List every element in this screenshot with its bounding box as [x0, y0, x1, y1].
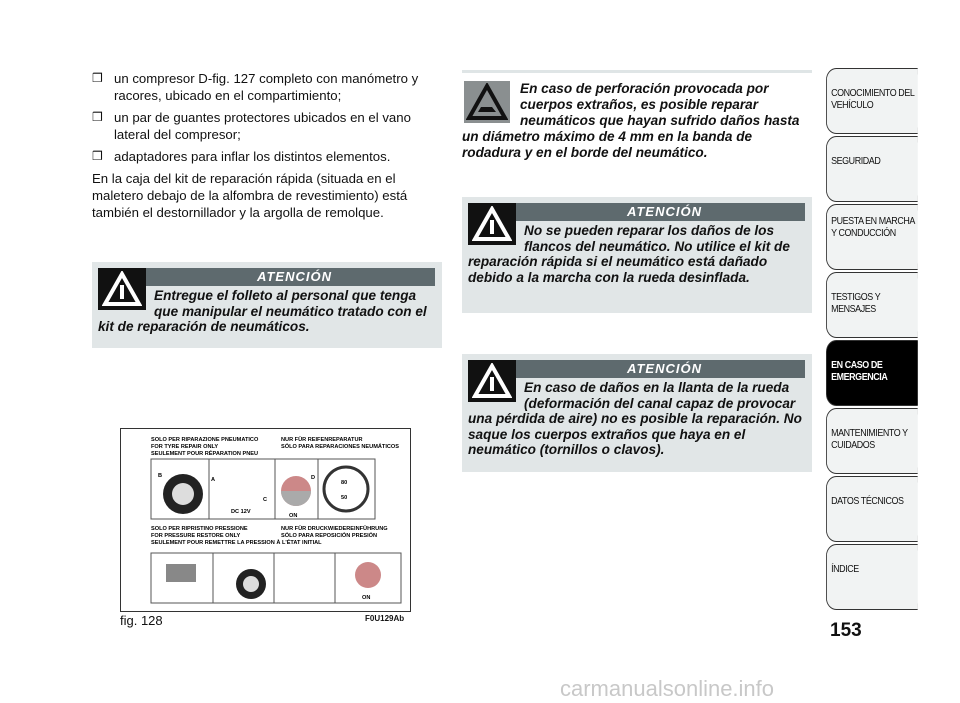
note-text: En caso de perforación provocada por cuerpos extraños, es posible reparar neumáticos que hayan sufrido daños hasta un diámetro máximo de 4 mm en la banda de rodadura y en el borde del neumático. [462, 81, 800, 160]
svg-text:NUR FÜR DRUCKWIEDEREINFÜHRUNG: NUR FÜR DRUCKWIEDEREINFÜHRUNG [281, 526, 388, 532]
svg-text:FOR PRESSURE RESTORE ONLY: FOR PRESSURE RESTORE ONLY [151, 533, 241, 539]
warning-triangle-icon [98, 268, 146, 310]
warning-box [462, 354, 812, 472]
figure-code: F0U129Ab [365, 614, 405, 623]
warning-triangle-icon [468, 203, 516, 245]
warning-box [92, 262, 442, 348]
svg-text:A: A [211, 477, 216, 483]
svg-text:B: B [158, 473, 163, 479]
checkbox-bullet-icon: ❒ [92, 110, 103, 124]
svg-text:50: 50 [341, 495, 348, 501]
tab-mantenimiento[interactable]: MANTENIMIENTO Y CUIDADOS [826, 408, 918, 474]
fig-label: FOR TYRE REPAIR ONLY [151, 444, 219, 450]
figure-128 [120, 428, 411, 612]
svg-text:80: 80 [341, 480, 348, 486]
car-hazard-icon [464, 81, 510, 123]
watermark: carmanualsonline.info [560, 676, 775, 701]
body-text [92, 70, 442, 226]
fig-label: SÓLO PARA REPARACIONES NEUMÁTICOS [281, 444, 399, 450]
checkbox-bullet-icon: ❒ [92, 149, 103, 163]
warning-header: ATENCIÓN [468, 360, 805, 378]
paragraph: En la caja del kit de reparación rápida (situada en el maletero debajo de la alfombra de revestimiento) está también el destornillador y la argolla de remolque. [92, 171, 408, 220]
info-note [462, 70, 812, 161]
tab-indice[interactable]: ÍNDICE [826, 544, 918, 610]
tab-seguridad[interactable]: SEGURIDAD [826, 136, 918, 202]
svg-text:C: C [263, 497, 268, 503]
warning-text: Entregue el folleto al personal que tenga que manipular el neumático tratado con el kit de reparación de neumáticos. [98, 288, 427, 334]
page-number: 153 [830, 620, 862, 641]
svg-text:D: D [311, 475, 316, 481]
checkbox-bullet-icon: ❒ [92, 71, 103, 85]
tab-testigos[interactable]: TESTIGOS Y MENSAJES [826, 272, 918, 338]
figure-caption: fig. 128 [120, 613, 163, 628]
svg-text:DC 12V: DC 12V [231, 509, 251, 515]
warning-header: ATENCIÓN [98, 268, 435, 286]
svg-text:ON: ON [289, 513, 298, 519]
chapter-tabs [826, 68, 918, 612]
svg-text:SÓLO PARA REPOSICIÓN PRESIÓN: SÓLO PARA REPOSICIÓN PRESIÓN [281, 533, 378, 539]
svg-text:SEULEMENT POUR REMETTRE LA PRE: SEULEMENT POUR REMETTRE LA PRESSION À L'ÉTAT INITIAL [151, 540, 322, 546]
bullet-item: ❒ adaptadores para inflar los distintos elementos. [92, 149, 391, 164]
fig-label: SOLO PER RIPARAZIONE PNEUMATICO [151, 437, 259, 443]
tab-puesta-en-marcha[interactable]: PUESTA EN MARCHA Y CONDUCCIÓN [826, 204, 918, 270]
fig-label: NUR FÜR REIFENREPARATUR [281, 437, 363, 443]
warning-text: En caso de daños en la llanta de la rueda (deformación del canal capaz de provocar una pérdida de aire) no es posible la reparación. No saque los cuerpos extraños que haya en el neumático (tornillos o clavos). [468, 380, 802, 457]
warning-text: No se pueden reparar los daños de los flancos del neumático. No utilice el kit de reparación rápida si el neumático está dañado debido a la marcha con la rueda desinflada. [468, 223, 790, 285]
tab-conocimiento[interactable]: CONOCIMIENTO DEL VEHÍCULO [826, 68, 918, 134]
fig-label: SEULEMENT POUR RÉPARATION PNEU [151, 451, 259, 457]
warning-triangle-icon [468, 360, 516, 402]
warning-header: ATENCIÓN [468, 203, 805, 221]
svg-text:SOLO PER RIPRISTINO PRESSIONE: SOLO PER RIPRISTINO PRESSIONE [151, 526, 248, 532]
tab-emergencia[interactable]: EN CASO DE EMERGENCIA [826, 340, 918, 406]
warning-box [462, 197, 812, 313]
bullet-item: ❒ un par de guantes protectores ubicados en el vano lateral del compresor; [92, 110, 411, 142]
svg-text:ON: ON [362, 595, 371, 601]
bullet-item: ❒ un compresor D-fig. 127 completo con manómetro y racores, ubicado en el compartimiento; [92, 71, 419, 103]
tab-datos-tecnicos[interactable]: DATOS TÉCNICOS [826, 476, 918, 542]
